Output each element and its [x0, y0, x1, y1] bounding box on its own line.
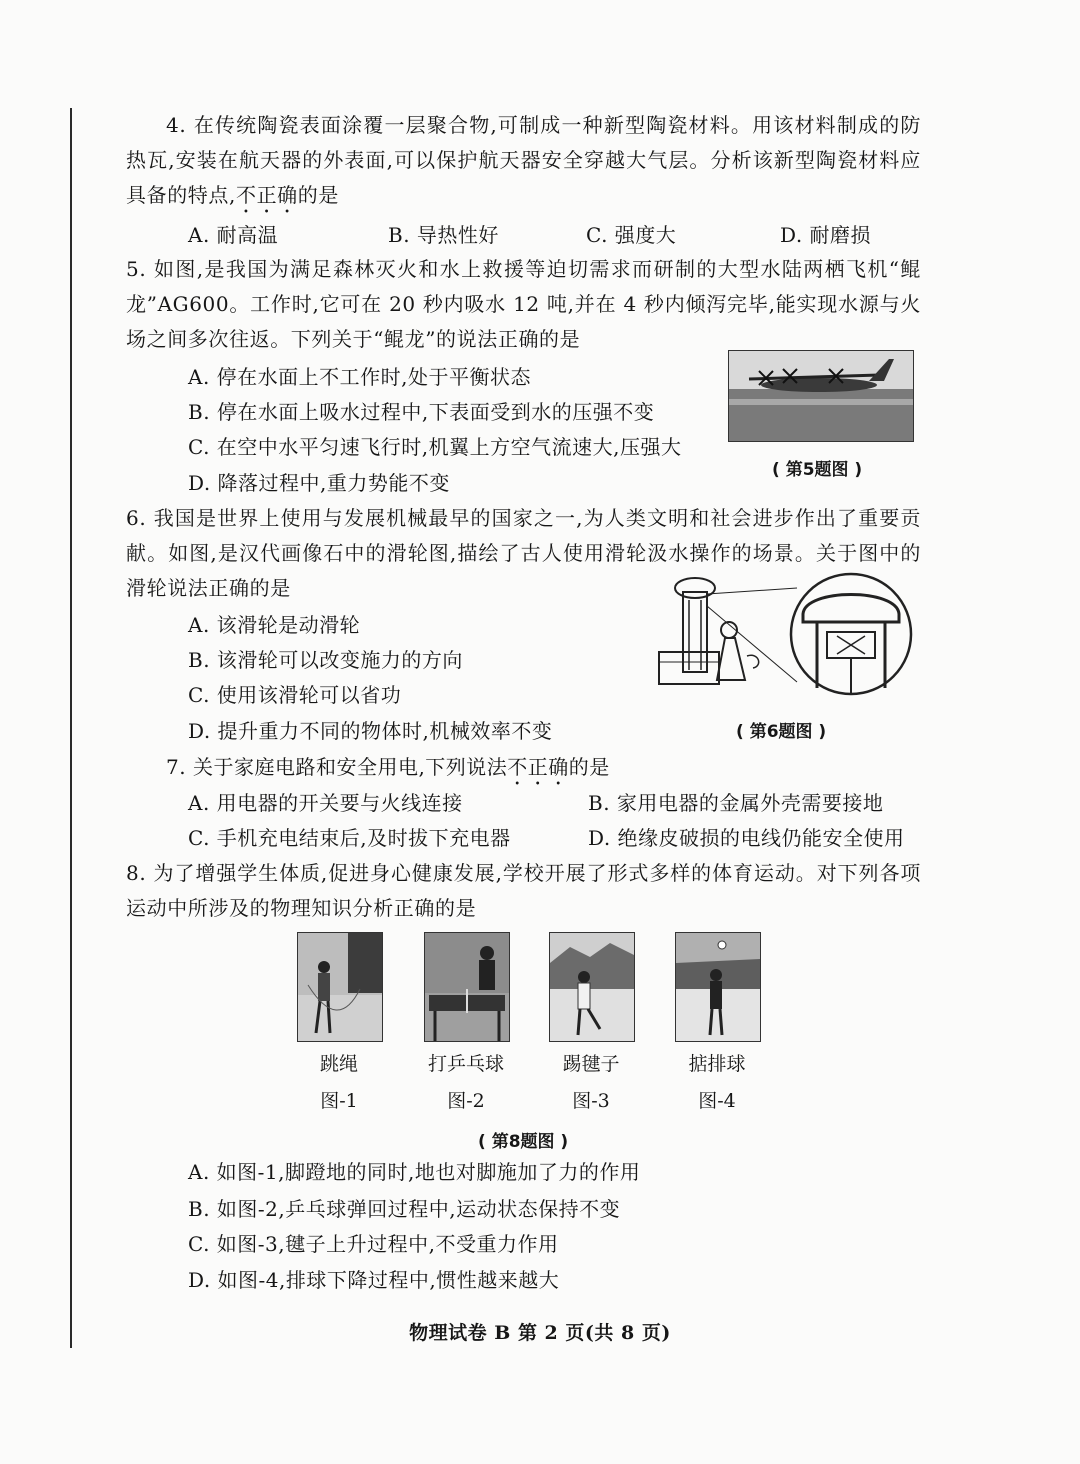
figure-6-caption: ( 第6题图 ) [736, 722, 827, 742]
q7-option-d: D. 绝缘皮破损的电线仍能安全使用 [588, 826, 905, 850]
question-4-stem: 4. 在传统陶瓷表面涂覆一层聚合物,可制成一种新型陶瓷材料。用该材料制成的防热瓦,安装在航天器的外表面,可以保护航天器安全穿越大气层。分析该新型陶瓷材料应具备的特点,不正确的是 [126, 113, 921, 207]
figure-8-1-photo [297, 932, 383, 1042]
question-7-stem: 7. 关于家庭电路和安全用电,下列说法不正确的是 [166, 755, 610, 779]
q7-option-b: B. 家用电器的金属外壳需要接地 [588, 791, 884, 815]
q8-option-c: C. 如图-3,毽子上升过程中,不受重力作用 [188, 1232, 559, 1256]
page-margin-rule [70, 108, 72, 1348]
q5-option-a: A. 停在水面上不工作时,处于平衡状态 [188, 365, 532, 389]
q4-option-d: D. 耐磨损 [780, 223, 872, 247]
seaplane-photo [728, 350, 914, 442]
q6-option-a: A. 该滑轮是动滑轮 [188, 613, 361, 637]
q5-option-d: D. 降落过程中,重力势能不变 [188, 471, 450, 495]
question-5-stem: 5. 如图,是我国为满足森林灭火和水上救援等迫切需求而研制的大型水陆两栖飞机“鲲龙”AG600。工作时,它可在 20 秒内吸水 12 吨,并在 4 秒内倾泻完毕,能实现水源与火场之间多次往返。下列关于“鲲龙”的说法正确的是 [126, 257, 921, 351]
figure-8-4-name: 掂排球 [688, 1053, 746, 1075]
figure-8-2-name: 打乒乓球 [427, 1053, 504, 1075]
page-footer: 物理试卷 B 第 2 页(共 8 页) [409, 1322, 671, 1344]
q4-option-c: C. 强度大 [586, 223, 677, 247]
q5-option-c: C. 在空中水平匀速飞行时,机翼上方空气流速大,压强大 [188, 435, 682, 459]
q7-option-a: A. 用电器的开关要与火线连接 [188, 791, 463, 815]
figure-8-1-name: 跳绳 [319, 1053, 358, 1075]
figure-8-4-photo [675, 932, 761, 1042]
q6-option-c: C. 使用该滑轮可以省功 [188, 683, 402, 707]
figure-5-caption: ( 第5题图 ) [772, 460, 863, 480]
question-8-stem: 8. 为了增强学生体质,促进身心健康发展,学校开展了形式多样的体育运动。对下列各项运动中所涉及的物理知识分析正确的是 [126, 861, 921, 920]
figure-8-caption: ( 第8题图 ) [478, 1132, 569, 1152]
q7-option-c: C. 手机充电结束后,及时拔下充电器 [188, 826, 511, 850]
figure-8-1-label: 图-1 [320, 1090, 358, 1112]
emphasis-text: 不正确 [235, 183, 298, 207]
figure-8-3-label: 图-3 [572, 1090, 610, 1112]
q4-option-b: B. 导热性好 [388, 223, 499, 247]
q8-option-b: B. 如图-2,乒乓球弹回过程中,运动状态保持不变 [188, 1197, 621, 1221]
figure-8-2-label: 图-2 [447, 1090, 485, 1112]
figure-8-4-label: 图-4 [698, 1090, 736, 1112]
q8-option-d: D. 如图-4,排球下降过程中,惯性越来越大 [188, 1268, 560, 1292]
q6-option-d: D. 提升重力不同的物体时,机械效率不变 [188, 719, 553, 743]
q5-option-b: B. 停在水面上吸水过程中,下表面受到水的压强不变 [188, 400, 655, 424]
question-6-stem: 6. 我国是世界上使用与发展机械最早的国家之一,为人类文明和社会进步作出了重要贡献。如图,是汉代画像石中的滑轮图,描绘了古人使用滑轮汲水操作的场景。关于图中的滑轮说法正确的是 [126, 506, 921, 600]
q8-option-a: A. 如图-1,脚蹬地的同时,地也对脚施加了力的作用 [188, 1160, 641, 1184]
q6-option-b: B. 该滑轮可以改变施力的方向 [188, 648, 463, 672]
figure-8-2-photo [424, 932, 510, 1042]
pulley-illustration [655, 570, 915, 700]
q4-option-a: A. 耐高温 [188, 223, 279, 247]
emphasis-text: 不正确 [507, 755, 569, 779]
figure-8-3-photo [549, 932, 635, 1042]
figure-8-3-name: 踢毽子 [562, 1053, 620, 1075]
